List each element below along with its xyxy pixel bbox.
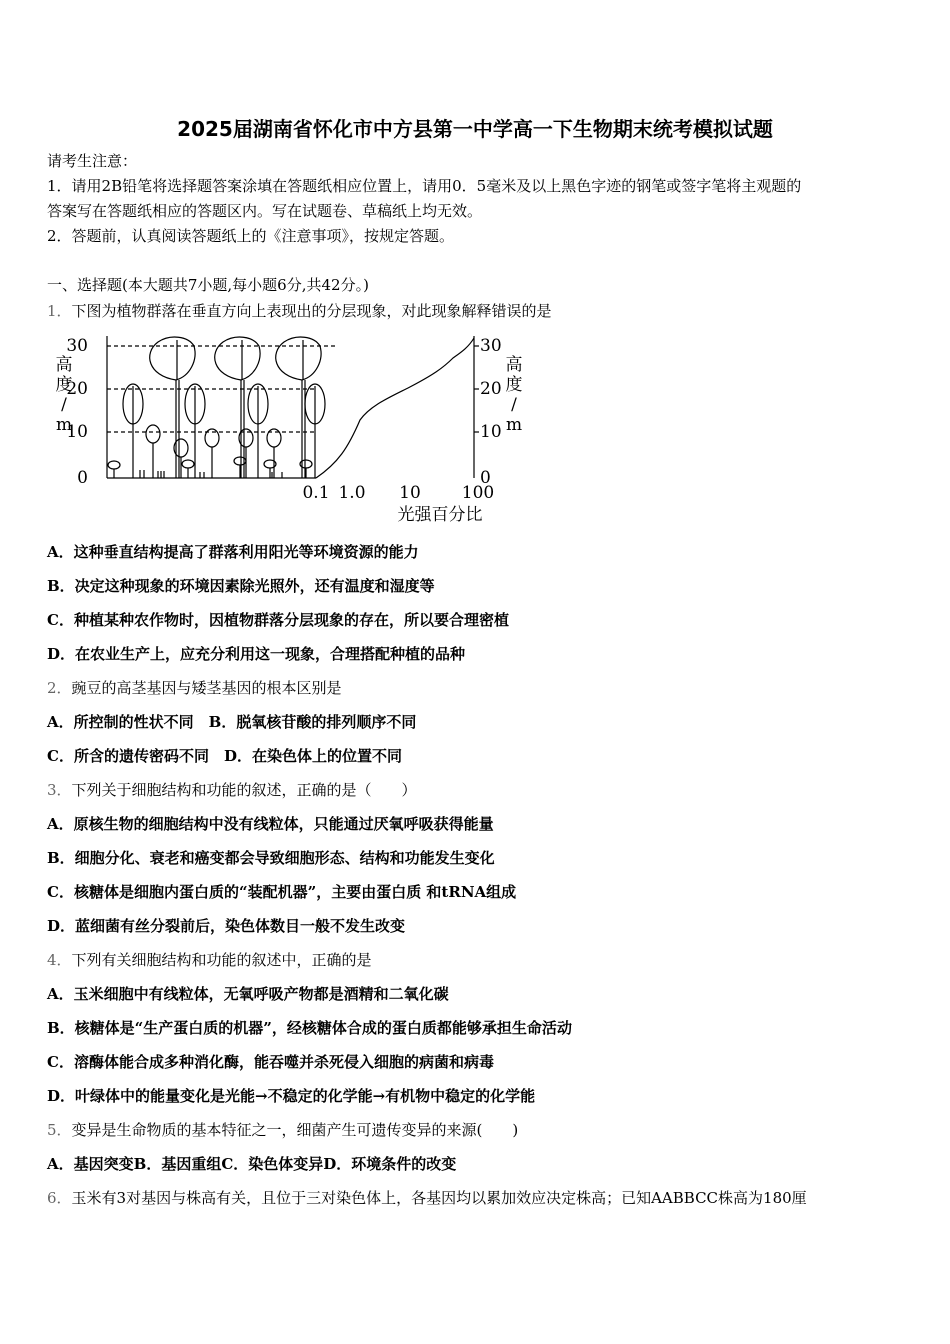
question-number: 2．	[47, 679, 72, 697]
y-tick-label: 20	[66, 379, 88, 399]
y-axis-label: m	[505, 415, 523, 435]
y-tick-label: 0	[480, 468, 491, 488]
y-tick-label: 30	[480, 336, 502, 356]
x-tick-label: 10	[399, 483, 421, 503]
option: B．核糖体是“生产蛋白质的机器”，经核糖体合成的蛋白质都能够承担生命活动	[47, 1019, 572, 1037]
question-5-stem	[47, 1120, 518, 1140]
y-tick-label: 20	[480, 379, 502, 399]
x-tick-label: 1.0	[338, 483, 366, 503]
x-tick-label: 0.1	[302, 483, 330, 503]
option: A．原核生物的细胞结构中没有线粒体，只能通过厌氧呼吸获得能量	[47, 815, 494, 833]
question-text: 下列有关细胞结构和功能的叙述中，正确的是	[71, 951, 372, 969]
question-number: 3．	[47, 781, 72, 799]
option: A．玉米细胞中有线粒体，无氧呼吸产物都是酒精和二氧化碳	[47, 985, 449, 1003]
notice-line: 1．请用2B铅笔将选择题答案涂填在答题纸相应位置上，请用0．5毫米及以上黑色字迹的钢笔或签字笔将主观题的	[47, 177, 802, 195]
question-text: 下列关于细胞结构和功能的叙述，正确的是（ ）	[71, 781, 417, 799]
x-tick-label: 100	[461, 483, 495, 503]
y-tick-label: 10	[66, 422, 88, 442]
question-2-stem	[47, 678, 342, 698]
x-axis-label: 光强百分比	[397, 505, 483, 525]
question-text: 玉米有3对基因与株高有关，且位于三对染色体上，各基因均以累加效应决定株高；已知AABBCC株高为180厘	[71, 1189, 807, 1207]
question-number: 4．	[47, 951, 72, 969]
y-axis-label: /	[61, 395, 67, 415]
y-axis-label: /	[511, 395, 517, 415]
option: A．基因突变B．基因重组C．染色体变异D．环境条件的改变	[47, 1155, 457, 1173]
section-heading: 一、选择题(本大题共7小题,每小题6分,共42分。)	[47, 276, 369, 294]
option: B．决定这种现象的环境因素除光照外，还有温度和湿度等	[47, 577, 435, 595]
question-1-stem	[47, 301, 552, 321]
question-number: 5．	[47, 1121, 72, 1139]
option: D．蓝细菌有丝分裂前后，染色体数目一般不发生改变	[47, 917, 406, 935]
notice-line: 2．答题前，认真阅读答题纸上的《注意事项》，按规定答题。	[47, 227, 455, 245]
option: C．种植某种农作物时，因植物群落分层现象的存在，所以要合理密植	[47, 611, 509, 629]
light-intensity-curve	[316, 338, 474, 478]
option: B．细胞分化、衰老和癌变都会导致细胞形态、结构和功能发生变化	[47, 849, 495, 867]
shrubs-icon	[146, 425, 281, 478]
page-title: 2025届湖南省怀化市中方县第一中学高一下生物期末统考模拟试题	[177, 117, 773, 141]
question-text: 下图为植物群落在垂直方向上表现出的分层现象，对此现象解释错误的是	[71, 302, 552, 320]
option: C．溶酶体能合成多种消化酶，能吞噬并杀死侵入细胞的病菌和病毒	[47, 1053, 494, 1071]
question-number: 1．	[47, 302, 72, 320]
y-axis-label: m	[55, 415, 73, 435]
tall-trees-icon	[150, 337, 321, 478]
notice-heading: 请考生注意：	[47, 152, 138, 170]
tick-marks	[474, 346, 479, 432]
question-text: 豌豆的高茎基因与矮茎基因的根本区别是	[71, 679, 342, 697]
notice-line: 答案写在答题纸相应的答题区内。写在试题卷、草稿纸上均无效。	[47, 202, 483, 220]
question-text: 变异是生命物质的基本特征之一，细菌产生可遗传变异的来源( )	[71, 1121, 519, 1139]
y-axis-label: 高	[55, 355, 73, 375]
question-4-stem	[47, 950, 372, 970]
y-tick-label: 0	[77, 468, 88, 488]
option: D．叶绿体中的能量变化是光能→不稳定的化学能→有机物中稳定的化学能	[47, 1087, 536, 1105]
option: D．在农业生产上，应充分利用这一现象，合理搭配种植的品种	[47, 645, 466, 663]
y-axis-label: 度	[505, 375, 523, 395]
y-axis-label: 高	[505, 355, 523, 375]
question-3-stem	[47, 780, 417, 800]
y-axis-label: 度	[55, 375, 73, 395]
plant-stratification-figure	[48, 328, 523, 528]
question-number: 6．	[47, 1189, 72, 1207]
question-6-stem	[47, 1188, 807, 1208]
option: A．这种垂直结构提高了群落利用阳光等环境资源的能力	[47, 543, 419, 561]
y-tick-label: 30	[66, 336, 88, 356]
option: C．所含的遗传密码不同 D．在染色体上的位置不同	[47, 747, 402, 765]
y-tick-label: 10	[480, 422, 502, 442]
herbs-icon	[108, 457, 312, 478]
option: C．核糖体是细胞内蛋白质的“装配机器”，主要由蛋白质 和tRNA组成	[47, 883, 517, 901]
option: A．所控制的性状不同 B．脱氧核苷酸的排列顺序不同	[47, 713, 417, 731]
